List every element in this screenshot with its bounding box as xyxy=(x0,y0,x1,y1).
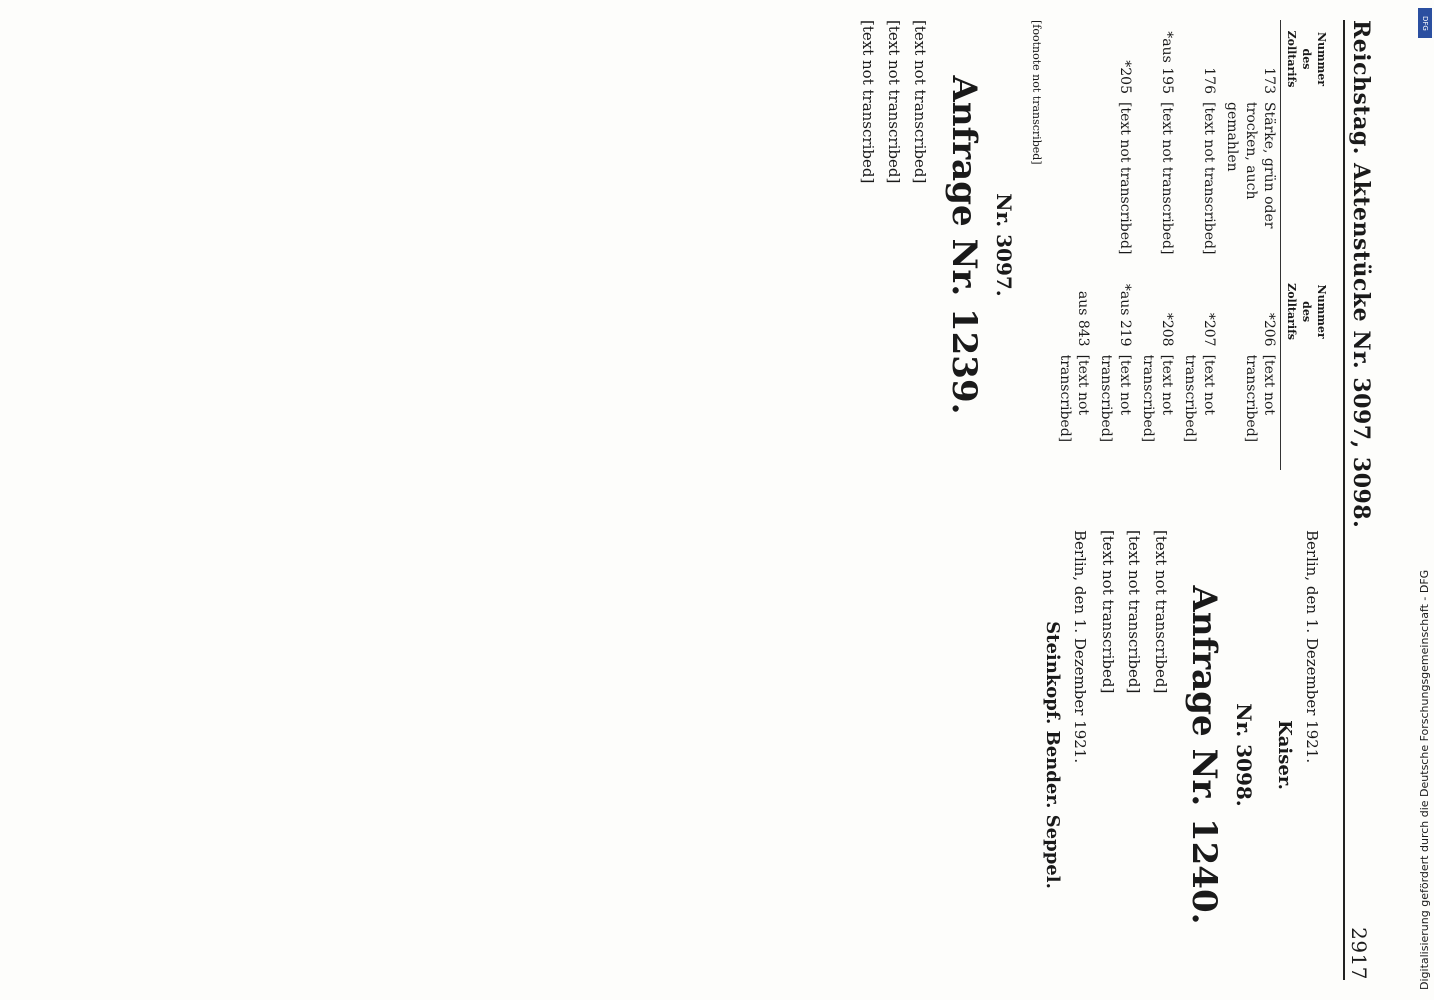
tariff-number: 176 xyxy=(1200,67,1217,94)
tariff-text: [text not transcribed] xyxy=(1117,102,1134,255)
tariff-table xyxy=(1053,20,1330,470)
document-title: Anfrage Nr. 1239. xyxy=(943,75,984,415)
table-header-number: Nummer des Zolltarifs xyxy=(1281,273,1330,351)
table-header-number: Nummer des Zolltarifs xyxy=(1281,20,1330,98)
table-row xyxy=(1178,20,1220,470)
rotated-page-content xyxy=(55,20,1385,980)
table-row xyxy=(1220,20,1281,470)
document-number: Nr. 3098. xyxy=(1232,703,1257,807)
table-header-text xyxy=(1281,351,1330,470)
paragraph: [text not transcribed] xyxy=(858,20,877,184)
running-title: Reichstag. Aktenstücke Nr. 3097, 3098. xyxy=(1347,20,1374,529)
tariff-number: *206 xyxy=(1261,312,1278,347)
paragraph: [text not transcribed] xyxy=(1099,530,1118,694)
document-number: Nr. 3097. xyxy=(991,193,1016,297)
tariff-number: *207 xyxy=(1200,312,1217,347)
signature: Kaiser. xyxy=(1273,720,1295,790)
dfg-logo: DFG xyxy=(1418,8,1432,38)
tariff-number: *aus 195 xyxy=(1159,31,1176,94)
paragraph: [text not transcribed] xyxy=(884,20,903,184)
tariff-text: [text not transcribed] xyxy=(1242,354,1278,443)
tariff-number: *aus 219 xyxy=(1117,283,1134,347)
document-date: Berlin, den 1. Dezember 1921. xyxy=(1070,530,1089,764)
tariff-text: [text not transcribed] xyxy=(1140,354,1176,443)
document-date: Berlin, den 1. Dezember 1921. xyxy=(1303,530,1321,764)
tariff-number: *205 xyxy=(1117,60,1134,94)
signatures: Steinkopf. Bender. Seppel. xyxy=(1041,621,1063,889)
paragraph: [text not transcribed] xyxy=(1151,530,1170,694)
left-column xyxy=(851,20,1330,470)
right-column xyxy=(1025,530,1330,980)
running-header xyxy=(1343,20,1385,980)
tariff-number: *208 xyxy=(1159,312,1176,347)
table-header-text xyxy=(1281,98,1330,273)
tariff-text: Stärke, grün oder trocken, auch gemahlen xyxy=(1223,102,1278,229)
paragraph: [text not transcribed] xyxy=(1125,530,1144,694)
table-footnote: [footnote not transcribed] xyxy=(1029,20,1043,165)
tariff-number: aus 843 xyxy=(1075,290,1092,347)
tariff-text: [text not transcribed] xyxy=(1181,354,1217,443)
table-row xyxy=(1053,20,1095,470)
tariff-text: [text not transcribed] xyxy=(1098,354,1134,443)
table-row xyxy=(1094,20,1136,470)
tariff-text: [text not transcribed] xyxy=(1159,102,1176,255)
tariff-text: [text not transcribed] xyxy=(1056,354,1092,443)
document-title: Anfrage Nr. 1240. xyxy=(1184,585,1225,925)
page-number: 2917 xyxy=(1347,927,1371,980)
digitization-note: Digitalisierung gefördert durch die Deutsche Forschungsgemeinschaft - DFG xyxy=(1418,569,1431,990)
table-row xyxy=(1136,20,1178,470)
tariff-text: [text not transcribed] xyxy=(1200,102,1217,255)
paragraph: [text not transcribed] xyxy=(911,20,930,184)
tariff-number: 173 xyxy=(1261,67,1278,94)
